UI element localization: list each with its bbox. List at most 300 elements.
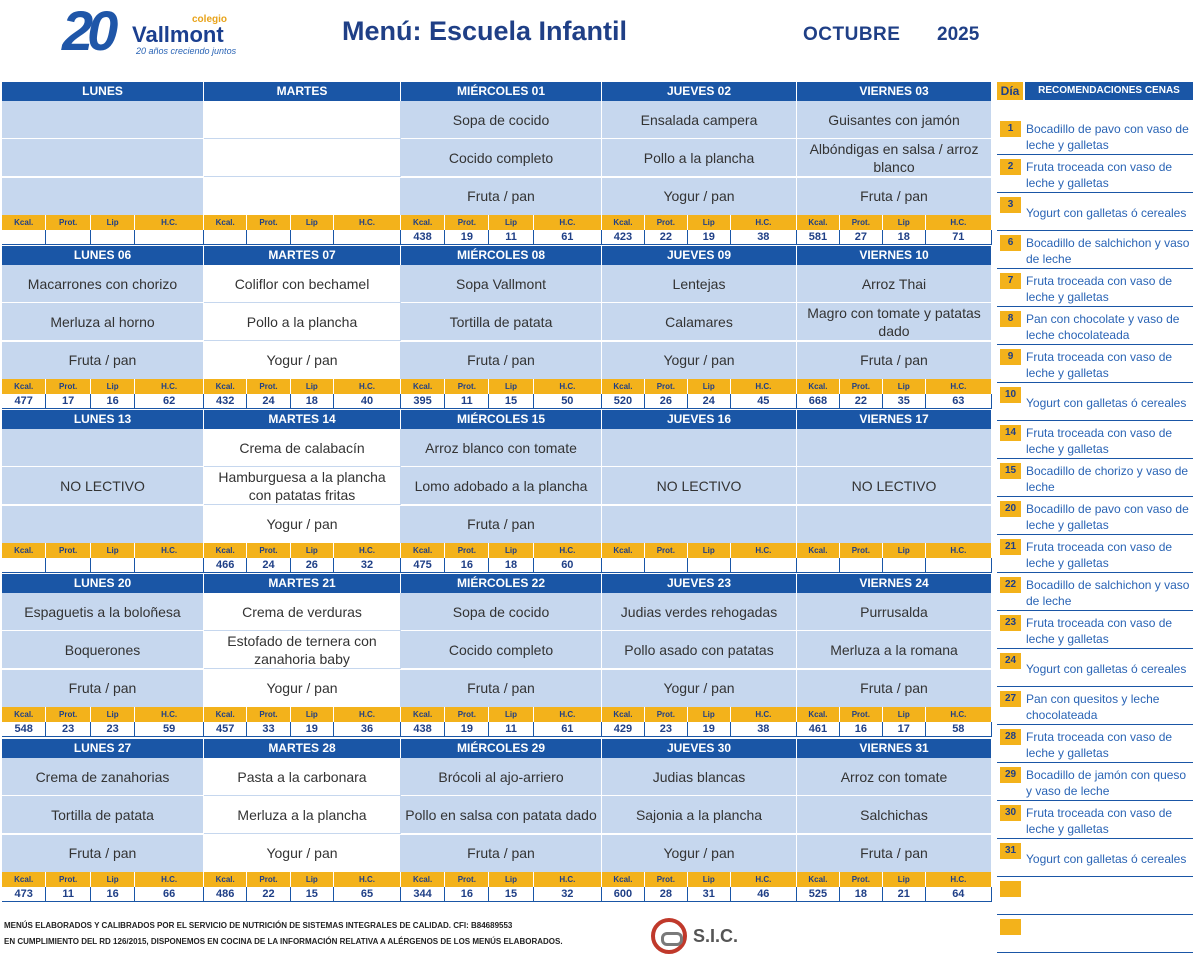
nutrition-value: 62 — [135, 394, 204, 408]
first-course-cell: Lentejas — [602, 265, 797, 303]
nutrition-value: 475 — [401, 558, 445, 572]
nutrition-label: Prot. — [645, 379, 688, 394]
nutrition-header-row — [797, 543, 992, 558]
nutrition-value — [883, 558, 926, 572]
nutrition-value — [46, 558, 90, 572]
nutrition-value — [135, 230, 204, 244]
nutrition-label: Lip — [688, 707, 731, 722]
nutrition-label: Kcal. — [797, 543, 840, 558]
nutrition-value: 27 — [840, 230, 883, 244]
second-course-cell: Sajonia a la plancha — [602, 796, 797, 834]
first-course-cell: Sopa Vallmont — [401, 265, 602, 303]
second-course-cell: NO LECTIVO — [2, 467, 204, 505]
nutrition-label: Kcal. — [204, 707, 247, 722]
nutrition-value — [645, 558, 688, 572]
nutrition-value — [135, 558, 204, 572]
second-course-cell: Estofado de ternera con zanahoria baby — [204, 631, 401, 669]
recommendation-day: 24 — [1000, 653, 1021, 669]
nutrition-header-row — [2, 872, 204, 887]
nutrition-value: 16 — [840, 722, 883, 736]
nutrition-header-row — [2, 215, 204, 230]
recommendation-day: 10 — [1000, 387, 1021, 403]
nutrition-values-row — [797, 887, 992, 902]
nutrition-value: 50 — [534, 394, 602, 408]
dessert-cell: Yogur / pan — [204, 670, 401, 708]
first-course-cell: Purrusalda — [797, 593, 992, 631]
recommendation-text: Pan con quesitos y leche chocolateada — [1026, 692, 1160, 722]
nutrition-label: Prot. — [445, 215, 489, 230]
recommendation-text: Yogurt con galletas ó cereales — [1026, 852, 1187, 866]
nutrition-value: 438 — [401, 722, 445, 736]
recommendation-row — [997, 233, 1193, 269]
nutrition-value: 23 — [46, 722, 90, 736]
day-header: MARTES 28 — [204, 739, 401, 758]
nutrition-label: Prot. — [645, 707, 688, 722]
recommendation-text: Fruta troceada con vaso de leche y galletas — [1026, 274, 1173, 304]
first-course-cell: Arroz con tomate — [797, 758, 992, 796]
second-course-cell: Lomo adobado a la plancha — [401, 467, 602, 505]
first-course-cell: Guisantes con jamón — [797, 101, 992, 139]
nutrition-value — [926, 558, 992, 572]
week-block — [2, 410, 992, 574]
recommendation-text: Fruta troceada con vaso de leche y galletas — [1026, 350, 1173, 380]
nutrition-label: H.C. — [926, 872, 992, 887]
day-column-header: Día — [997, 82, 1023, 100]
nutrition-value: 520 — [602, 394, 645, 408]
logo-anniversary-number: 20 — [62, 0, 113, 62]
day-header: VIERNES 17 — [797, 410, 992, 429]
recommendation-row — [997, 119, 1193, 155]
nutrition-label: H.C. — [926, 379, 992, 394]
day-header: LUNES 13 — [2, 410, 204, 429]
day-header: VIERNES 10 — [797, 246, 992, 265]
first-course-cell — [602, 429, 797, 467]
nutrition-label: H.C. — [334, 872, 401, 887]
nutrition-label: H.C. — [534, 872, 602, 887]
nutrition-value: 33 — [247, 722, 290, 736]
nutrition-label: Prot. — [840, 543, 883, 558]
second-course-cell: Pollo a la plancha — [602, 139, 797, 177]
nutrition-label: H.C. — [534, 707, 602, 722]
recommendations-title: RECOMENDACIONES CENAS — [1025, 82, 1193, 100]
nutrition-label: Lip — [91, 215, 135, 230]
recommendation-row — [997, 309, 1193, 345]
nutrition-value: 15 — [291, 887, 334, 901]
nutrition-value: 32 — [334, 558, 401, 572]
nutrition-label: Kcal. — [797, 379, 840, 394]
dessert-cell: Fruta / pan — [797, 670, 992, 708]
nutrition-value: 16 — [91, 887, 135, 901]
recommendation-text: Bocadillo de salchichon y vaso de leche — [1026, 578, 1190, 608]
nutrition-value: 19 — [688, 230, 731, 244]
nutrition-label: Prot. — [46, 215, 90, 230]
nutrition-header-row — [2, 379, 204, 394]
nutrition-value — [91, 558, 135, 572]
footer-note-nutrition: MENÚS ELABORADOS Y CALIBRADOS POR EL SERVICIO DE NUTRICIÓN DE SISTEMAS INTEGRALES DE CALIDAD. CFI: B84689553 — [4, 921, 513, 930]
nutrition-label: Lip — [91, 543, 135, 558]
first-course-cell: Espaguetis a la boloñesa — [2, 593, 204, 631]
recommendation-text: Bocadillo de salchichon y vaso de leche — [1026, 236, 1190, 266]
nutrition-label: H.C. — [135, 872, 204, 887]
recommendation-day: 22 — [1000, 577, 1021, 593]
nutrition-value — [204, 230, 247, 244]
nutrition-value: 61 — [534, 230, 602, 244]
nutrition-value: 28 — [645, 887, 688, 901]
nutrition-header-row — [401, 543, 602, 558]
week-block — [2, 574, 992, 738]
nutrition-header-row — [204, 215, 401, 230]
day-header: JUEVES 30 — [602, 739, 797, 758]
footer-note-allergens: EN CUMPLIMIENTO DEL RD 126/2015, DISPONEMOS EN COCINA DE LA INFORMACIÓN RELATIVA A ALÉRGENOS DE LOS MENÚS ELABORADOS. — [4, 937, 563, 946]
nutrition-values-row — [2, 394, 204, 409]
second-course-cell: Pollo a la plancha — [204, 303, 401, 341]
recommendation-day: 14 — [1000, 425, 1021, 441]
nutrition-label: Kcal. — [2, 215, 46, 230]
day-header: LUNES 20 — [2, 574, 204, 593]
nutrition-label: H.C. — [731, 872, 797, 887]
nutrition-label: Prot. — [247, 543, 290, 558]
nutrition-label: Prot. — [645, 543, 688, 558]
nutrition-label: Lip — [688, 543, 731, 558]
nutrition-header-row — [204, 872, 401, 887]
nutrition-label: H.C. — [731, 215, 797, 230]
recommendation-row — [997, 765, 1193, 801]
nutrition-label: H.C. — [534, 215, 602, 230]
nutrition-values-row — [602, 558, 797, 573]
recommendation-row — [997, 499, 1193, 535]
nutrition-value: 40 — [334, 394, 401, 408]
day-header: MARTES 07 — [204, 246, 401, 265]
first-course-cell: Brócoli al ajo-arriero — [401, 758, 602, 796]
day-header: MIÉRCOLES 08 — [401, 246, 602, 265]
nutrition-values-row — [204, 394, 401, 409]
recommendation-row — [997, 879, 1193, 915]
nutrition-value: 16 — [91, 394, 135, 408]
nutrition-label: Prot. — [445, 872, 489, 887]
nutrition-values-row — [797, 722, 992, 737]
nutrition-value: 46 — [731, 887, 797, 901]
nutrition-value: 423 — [602, 230, 645, 244]
recommendation-row — [997, 423, 1193, 459]
nutrition-label: Lip — [91, 872, 135, 887]
nutrition-label: Lip — [688, 872, 731, 887]
nutrition-label: H.C. — [135, 215, 204, 230]
recommendation-row — [997, 385, 1193, 421]
nutrition-value: 477 — [2, 394, 46, 408]
recommendation-text: Bocadillo de chorizo y vaso de leche — [1026, 464, 1189, 494]
nutrition-label: Kcal. — [2, 379, 46, 394]
second-course-cell: Albóndigas en salsa / arroz blanco — [797, 139, 992, 177]
recommendation-text: Yogurt con galletas ó cereales — [1026, 206, 1187, 220]
nutrition-value: 344 — [401, 887, 445, 901]
nutrition-label: Kcal. — [797, 872, 840, 887]
second-course-cell: Tortilla de patata — [401, 303, 602, 341]
day-header: MIÉRCOLES 15 — [401, 410, 602, 429]
recommendation-row — [997, 613, 1193, 649]
nutrition-label: Lip — [883, 707, 926, 722]
nutrition-label: Prot. — [445, 543, 489, 558]
nutrition-value: 26 — [645, 394, 688, 408]
nutrition-header-row — [401, 707, 602, 722]
nutrition-label: H.C. — [135, 543, 204, 558]
second-course-cell: Pollo en salsa con patata dado — [401, 796, 602, 834]
nutrition-values-row — [401, 230, 602, 245]
dessert-cell: Yogur / pan — [204, 506, 401, 544]
second-course-cell: NO LECTIVO — [797, 467, 992, 505]
recommendation-text: Fruta troceada con vaso de leche y galletas — [1026, 160, 1173, 190]
day-header: VIERNES 31 — [797, 739, 992, 758]
nutrition-label: Kcal. — [204, 872, 247, 887]
day-header: MARTES — [204, 82, 401, 101]
nutrition-header-row — [602, 543, 797, 558]
nutrition-label: Kcal. — [602, 543, 645, 558]
dessert-cell: Fruta / pan — [797, 178, 992, 216]
nutrition-value: 11 — [445, 394, 489, 408]
recommendation-row — [997, 575, 1193, 611]
first-course-cell: Judias verdes rehogadas — [602, 593, 797, 631]
nutrition-value: 16 — [445, 558, 489, 572]
dessert-cell: Yogur / pan — [602, 835, 797, 873]
nutrition-label: Lip — [688, 215, 731, 230]
nutrition-value — [91, 230, 135, 244]
recommendation-row — [997, 917, 1193, 953]
nutrition-header-row — [401, 872, 602, 887]
second-course-cell: Calamares — [602, 303, 797, 341]
nutrition-value: 71 — [926, 230, 992, 244]
recommendation-day: 20 — [1000, 501, 1021, 517]
dessert-cell — [204, 178, 401, 216]
nutrition-values-row — [204, 558, 401, 573]
nutrition-value — [602, 558, 645, 572]
nutrition-label: Lip — [291, 215, 334, 230]
recommendation-text: Yogurt con galletas ó cereales — [1026, 662, 1187, 676]
logo-school-name: Vallmont — [132, 22, 224, 47]
nutrition-label: Lip — [688, 379, 731, 394]
nutrition-values-row — [602, 394, 797, 409]
recommendation-row — [997, 727, 1193, 763]
second-course-cell: Pollo asado con patatas — [602, 631, 797, 669]
nutrition-value: 525 — [797, 887, 840, 901]
first-course-cell: Judias blancas — [602, 758, 797, 796]
nutrition-label: Prot. — [46, 379, 90, 394]
recommendation-day: 30 — [1000, 805, 1021, 821]
second-course-cell: Cocido completo — [401, 631, 602, 669]
nutrition-label: Kcal. — [2, 543, 46, 558]
nutrition-label: H.C. — [731, 707, 797, 722]
nutrition-values-row — [2, 887, 204, 902]
nutrition-header-row — [602, 379, 797, 394]
nutrition-label: Prot. — [840, 215, 883, 230]
nutrition-values-row — [204, 230, 401, 245]
nutrition-header-row — [2, 543, 204, 558]
first-course-cell: Arroz Thai — [797, 265, 992, 303]
nutrition-values-row — [401, 394, 602, 409]
nutrition-value: 19 — [688, 722, 731, 736]
recommendation-text: Bocadillo de pavo con vaso de leche y galletas — [1026, 122, 1189, 152]
nutrition-header-row — [602, 707, 797, 722]
nutrition-label: Lip — [291, 543, 334, 558]
nutrition-label: Prot. — [445, 379, 489, 394]
second-course-cell: Boquerones — [2, 631, 204, 669]
nutrition-values-row — [401, 887, 602, 902]
nutrition-values-row — [797, 230, 992, 245]
nutrition-value: 11 — [46, 887, 90, 901]
second-course-cell: Cocido completo — [401, 139, 602, 177]
nutrition-values-row — [204, 722, 401, 737]
dessert-cell: Yogur / pan — [602, 670, 797, 708]
dessert-cell — [2, 178, 204, 216]
nutrition-value: 473 — [2, 887, 46, 901]
nutrition-label: Lip — [91, 379, 135, 394]
logo-colegio-text: colegio — [192, 14, 228, 25]
nutrition-value: 31 — [688, 887, 731, 901]
nutrition-value: 23 — [91, 722, 135, 736]
nutrition-label: H.C. — [926, 543, 992, 558]
nutrition-value: 17 — [883, 722, 926, 736]
nutrition-label: H.C. — [135, 707, 204, 722]
nutrition-label: H.C. — [534, 543, 602, 558]
nutrition-label: H.C. — [926, 215, 992, 230]
day-header: JUEVES 16 — [602, 410, 797, 429]
second-course-cell: Merluza a la plancha — [204, 796, 401, 834]
nutrition-label: H.C. — [731, 543, 797, 558]
nutrition-label: Prot. — [247, 215, 290, 230]
nutrition-label: Kcal. — [602, 707, 645, 722]
nutrition-value — [840, 558, 883, 572]
nutrition-label: Kcal. — [401, 707, 445, 722]
nutrition-value: 58 — [926, 722, 992, 736]
nutrition-value — [731, 558, 797, 572]
nutrition-label: Lip — [489, 379, 533, 394]
nutrition-value: 18 — [883, 230, 926, 244]
day-header: LUNES 27 — [2, 739, 204, 758]
day-header: MIÉRCOLES 29 — [401, 739, 602, 758]
nutrition-label: H.C. — [334, 379, 401, 394]
nutrition-value: 63 — [926, 394, 992, 408]
nutrition-label: Lip — [489, 215, 533, 230]
school-logo — [62, 2, 252, 60]
first-course-cell: Crema de verduras — [204, 593, 401, 631]
first-course-cell — [797, 429, 992, 467]
nutrition-value: 38 — [731, 722, 797, 736]
nutrition-value: 38 — [731, 230, 797, 244]
day-header: JUEVES 02 — [602, 82, 797, 101]
nutrition-value: 548 — [2, 722, 46, 736]
recommendation-text: Bocadillo de pavo con vaso de leche y galletas — [1026, 502, 1189, 532]
dessert-cell: Fruta / pan — [2, 835, 204, 873]
recommendation-text: Fruta troceada con vaso de leche y galletas — [1026, 806, 1173, 836]
nutrition-label: Lip — [489, 707, 533, 722]
nutrition-label: Lip — [291, 379, 334, 394]
nutrition-value: 36 — [334, 722, 401, 736]
recommendation-text: Bocadillo de jamón con queso y vaso de leche — [1026, 768, 1187, 798]
nutrition-value: 60 — [534, 558, 602, 572]
nutrition-label: Prot. — [840, 872, 883, 887]
first-course-cell: Sopa de cocido — [401, 101, 602, 139]
day-header: MIÉRCOLES 22 — [401, 574, 602, 593]
nutrition-value — [247, 230, 290, 244]
nutrition-value: 59 — [135, 722, 204, 736]
nutrition-label: Lip — [489, 872, 533, 887]
nutrition-value — [688, 558, 731, 572]
nutrition-values-row — [2, 558, 204, 573]
second-course-cell: Magro con tomate y patatas dado — [797, 303, 992, 341]
first-course-cell — [2, 429, 204, 467]
nutrition-value: 18 — [840, 887, 883, 901]
week-block — [2, 82, 992, 246]
recommendation-day: 6 — [1000, 235, 1021, 251]
nutrition-label: Prot. — [247, 872, 290, 887]
dinner-recommendations — [997, 82, 1193, 866]
week-block — [2, 246, 992, 410]
recommendation-row — [997, 271, 1193, 307]
nutrition-value: 66 — [135, 887, 204, 901]
dessert-cell: Fruta / pan — [401, 506, 602, 544]
nutrition-value: 668 — [797, 394, 840, 408]
day-header: VIERNES 03 — [797, 82, 992, 101]
first-course-cell — [2, 101, 204, 139]
month-label: OCTUBRE — [803, 24, 901, 45]
nutrition-label: Lip — [883, 379, 926, 394]
nutrition-values-row — [401, 722, 602, 737]
recommendation-day: 15 — [1000, 463, 1021, 479]
recommendation-text: Fruta troceada con vaso de leche y galletas — [1026, 616, 1173, 646]
nutrition-label: H.C. — [731, 379, 797, 394]
nutrition-value: 22 — [247, 887, 290, 901]
nutrition-label: Prot. — [645, 872, 688, 887]
dessert-cell — [602, 506, 797, 544]
first-course-cell: Ensalada campera — [602, 101, 797, 139]
dessert-cell: Yogur / pan — [602, 342, 797, 380]
recommendation-text: Yogurt con galletas ó cereales — [1026, 396, 1187, 410]
nutrition-value: 461 — [797, 722, 840, 736]
nutrition-label: Kcal. — [2, 872, 46, 887]
nutrition-value — [291, 230, 334, 244]
recommendation-day: 3 — [1000, 197, 1021, 213]
logo-tagline: 20 años creciendo juntos — [136, 46, 237, 56]
recommendation-row — [997, 461, 1193, 497]
nutrition-label: Lip — [91, 707, 135, 722]
dessert-cell: Fruta / pan — [401, 670, 602, 708]
day-header: MARTES 21 — [204, 574, 401, 593]
dessert-cell: Yogur / pan — [204, 835, 401, 873]
nutrition-value: 45 — [731, 394, 797, 408]
nutrition-value — [46, 230, 90, 244]
nutrition-values-row — [2, 230, 204, 245]
nutrition-values-row — [602, 230, 797, 245]
recommendations-header — [997, 82, 1193, 100]
nutrition-label: Kcal. — [204, 215, 247, 230]
nutrition-header-row — [797, 707, 992, 722]
nutrition-values-row — [2, 722, 204, 737]
nutrition-label: Prot. — [840, 379, 883, 394]
nutrition-value — [2, 230, 46, 244]
nutrition-label: Prot. — [247, 379, 290, 394]
nutrition-value: 22 — [840, 394, 883, 408]
nutrition-value: 19 — [445, 230, 489, 244]
day-header: LUNES — [2, 82, 204, 101]
second-course-cell: Hamburguesa a la plancha con patatas fritas — [204, 467, 401, 505]
nutrition-value: 24 — [247, 558, 290, 572]
nutrition-value: 22 — [645, 230, 688, 244]
day-header: VIERNES 24 — [797, 574, 992, 593]
recommendation-day: 21 — [1000, 539, 1021, 555]
dessert-cell — [797, 506, 992, 544]
dessert-cell: Yogur / pan — [204, 342, 401, 380]
second-course-cell: Merluza a la romana — [797, 631, 992, 669]
first-course-cell: Macarrones con chorizo — [2, 265, 204, 303]
nutrition-label: Lip — [883, 215, 926, 230]
